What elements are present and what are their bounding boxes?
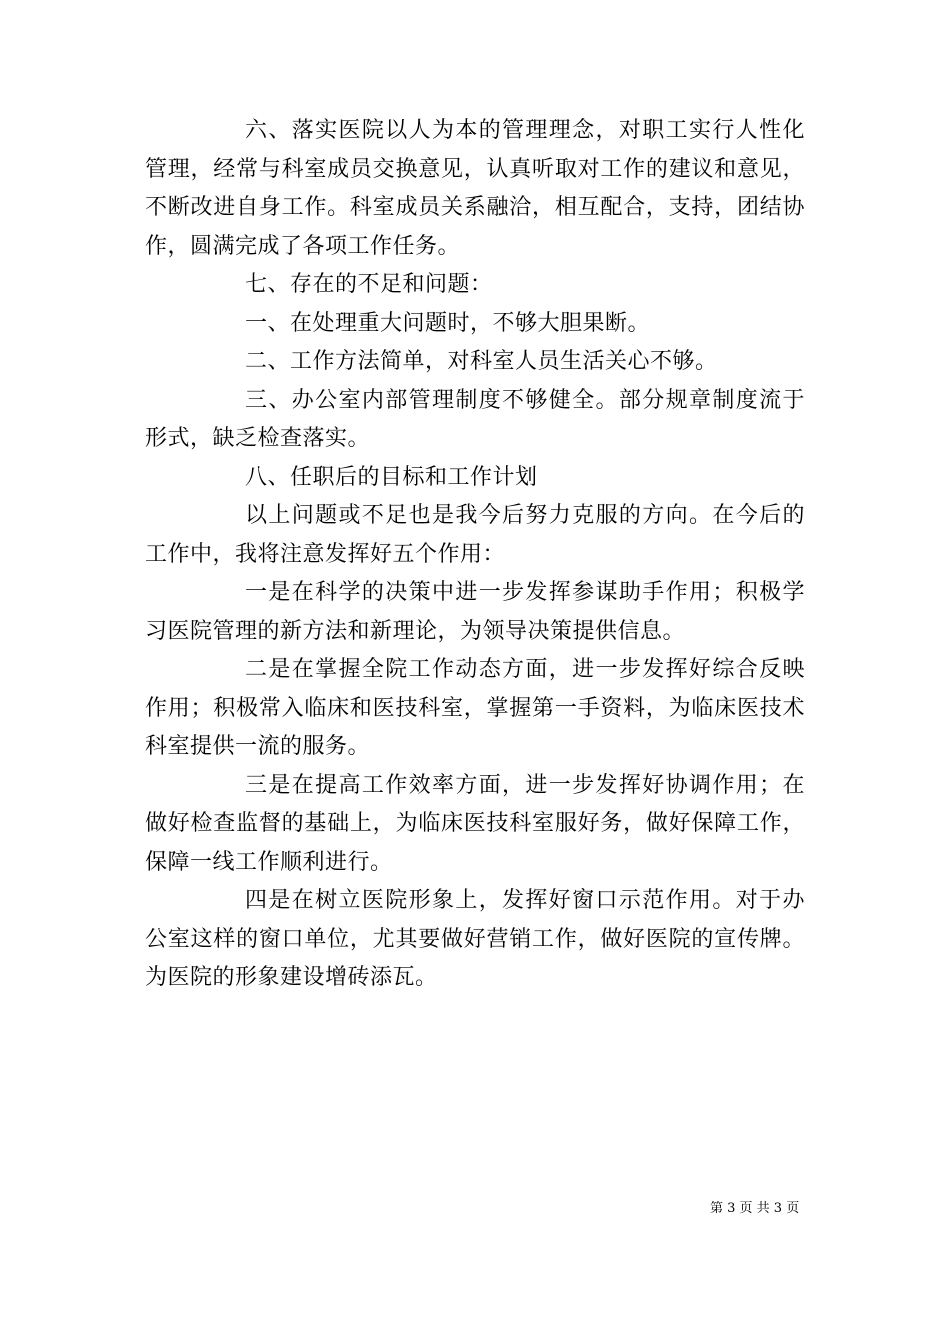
paragraph-role-4: 四是在树立医院形象上，发挥好窗口示范作用。对于办公室这样的窗口单位，尤其要做好营销工作，做好医院的宣传牌。为医院的形象建设增砖添瓦。 (145, 888, 805, 990)
paragraph-issue-2: 二、工作方法简单，对科室人员生活关心不够。 (245, 349, 718, 374)
paragraph-intro: 以上问题或不足也是我今后努力克服的方向。在今后的工作中，我将注意发挥好五个作用： (145, 503, 805, 567)
document-body (145, 112, 805, 998)
paragraph-role-2: 二是在掌握全院工作动态方面，进一步发挥好综合反映作用；积极常入临床和医技科室，掌握第一手资料，为临床医技术科室提供一流的服务。 (145, 657, 805, 759)
paragraph-role-1: 一是在科学的决策中进一步发挥参谋助手作用；积极学习医院管理的新方法和新理论，为领导决策提供信息。 (145, 580, 805, 644)
paragraph-issue-3: 三、办公室内部管理制度不够健全。部分规章制度流于形式，缺乏检查落实。 (145, 387, 805, 451)
page-number: 第 3 页 共 3 页 (710, 1201, 800, 1216)
paragraph-role-3: 三是在提高工作效率方面，进一步发挥好协调作用；在做好检查监督的基础上，为临床医技科室服好务，做好保障工作，保障一线工作顺利进行。 (145, 772, 805, 875)
paragraph-6: 六、落实医院以人为本的管理理念，对职工实行人性化管理，经常与科室成员交换意见，认真听取对工作的建议和意见，不断改进自身工作。科室成员关系融洽，相互配合，支持，团结协作，圆满完成了各项工作任务。 (145, 118, 805, 259)
paragraph-8-heading: 八、任职后的目标和工作计划 (245, 464, 538, 490)
paragraph-7-heading: 七、存在的不足和问题： (245, 272, 493, 297)
paragraph-issue-1: 一、在处理重大问题时，不够大胆果断。 (245, 310, 651, 336)
